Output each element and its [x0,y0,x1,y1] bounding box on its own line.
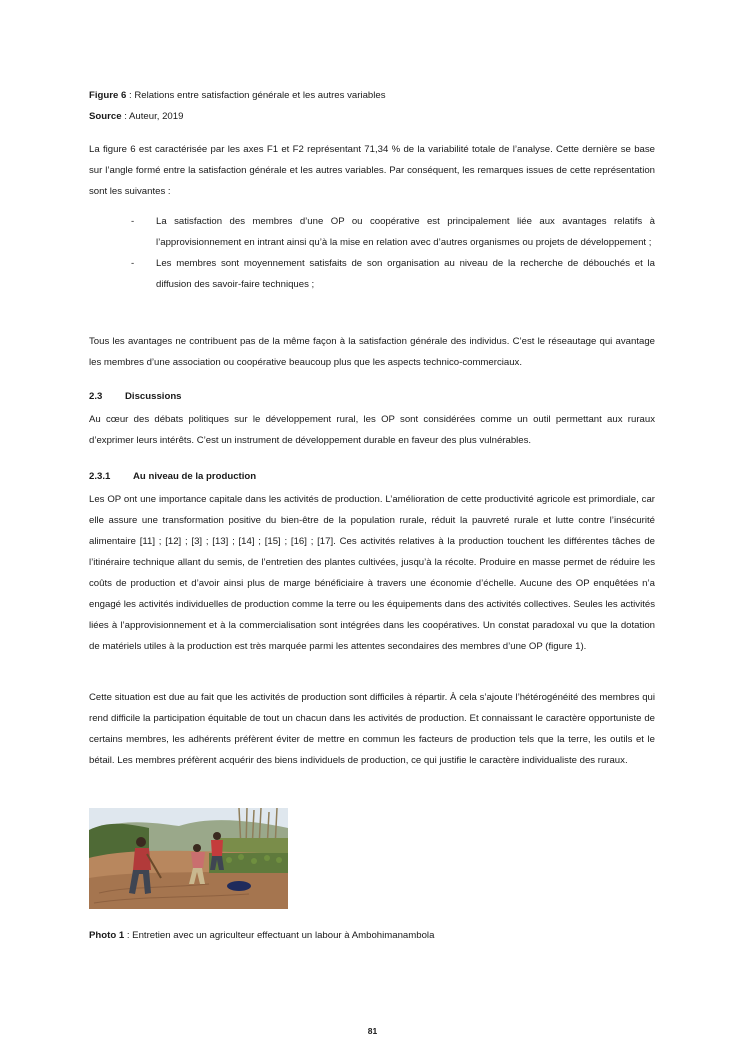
production-paragraph: Les OP ont une importance capitale dans les activités de production. L’amélioration de cette productivité agricole est primordiale, car elle assure une transformation positive du bien-être de la population rurale, réduit la pauvreté rurale et lutte contre l’insécurité alimentaire [11] ; [12] ; [3] ; [13] ; [14] ; [15] ; [16] ; [17]. Ces activités relatives à la production touchent les différentes tâches de l’itinéraire technique allant du semis, de l’entretien des plantes cultivées, jusqu’à la récolte. Produire en masse permet de réduire les coûts de production et d’avoir ainsi plus de marge bénéficiaire à travers une économie d’échelle. Aucune des OP enquêtées n’a engagé les activités individuelles de production comme la terre ou les équipements dans des activités collectives. Seules les activités liées à l’approvisionnement et à la commercialisation sont intégrées dans les coopératives. Un constat paradoxal vu que la dotation de matériels utiles à la production est très marquée parmi les attentes secondaires des membres d’une OP (figure 1). [89,494,655,652]
section-heading-2-3 [89,391,182,403]
farm-photo [89,808,288,909]
section-number: 2.3 [89,391,103,402]
section-number: 2.3.1 [89,471,111,482]
page-number: 81 [367,1026,378,1036]
list-item [89,211,655,253]
list-item-text: La satisfaction des membres d’une OP ou coopérative est principalement liée aux avantages relatifs à l’approvisionnement en intrant ainsi qu’à la mise en relation avec d’autres organismes ou projets de développement ; [156,216,655,248]
avantages-paragraph: Tous les avantages ne contribuent pas de la même façon à la satisfaction générale des individus. C’est le réseautage qui avantage les membres d’une association ou coopérative beaucoup plus que les aspects technico-commerciaux. [89,336,655,368]
list-bullet: - [131,258,135,269]
situation-paragraph: Cette situation est due au fait que les activités de production sont difficiles à répartir. À cela s’ajoute l’hétérogénéité des membres qui rend difficile la participation équitable de tout un chacun dans les activités de production. Et connaissant le caractère opportuniste de certains membres, les adhérents préfèrent éviter de mettre en commun les facteurs de production tels que la terre, les outils et le bétail. Les membres préfèrent acquérir des biens individuels de production, ce qui justifie le caractère individualiste des ruraux. [89,692,655,766]
photo-caption-label: Photo 1 [89,930,125,941]
discussions-paragraph: Au cœur des débats politiques sur le développement rural, les OP sont considérées comme un outil permettant aux ruraux d’exprimer leurs intérêts. C’est un instrument de développement durable en faveur des plus vulnérables. [89,414,655,446]
photo-caption-text: : Entretien avec un agriculteur effectuant un labour à Ambohimanambola [124,930,435,941]
source-caption [89,111,183,123]
figure-caption-label: Figure 6 [89,90,127,101]
figure-caption [89,90,386,102]
remarks-list [89,211,655,295]
source-caption-label: Source [89,111,122,122]
section-heading-2-3-1 [89,471,256,483]
photo-caption [89,930,434,942]
section-title: Au niveau de la production [133,471,257,482]
source-caption-text: : Auteur, 2019 [121,111,184,122]
list-item [89,253,655,295]
list-bullet: - [131,216,135,227]
list-item-text: Les membres sont moyennement satisfaits de son organisation au niveau de la recherche de débouchés et la diffusion des savoir-faire techniques ; [156,258,655,290]
figure-caption-text: : Relations entre satisfaction générale et les autres variables [126,90,386,101]
farm-photo-illustration [89,808,288,909]
section-title: Discussions [125,391,182,402]
intro-paragraph: La figure 6 est caractérisée par les axes F1 et F2 représentant 71,34 % de la variabilité totale de l’analyse. Cette dernière se base sur l’angle formé entre la satisfaction générale et les autres variables. Par conséquent, les remarques issues de cette représentation sont les suivantes : [89,144,655,197]
